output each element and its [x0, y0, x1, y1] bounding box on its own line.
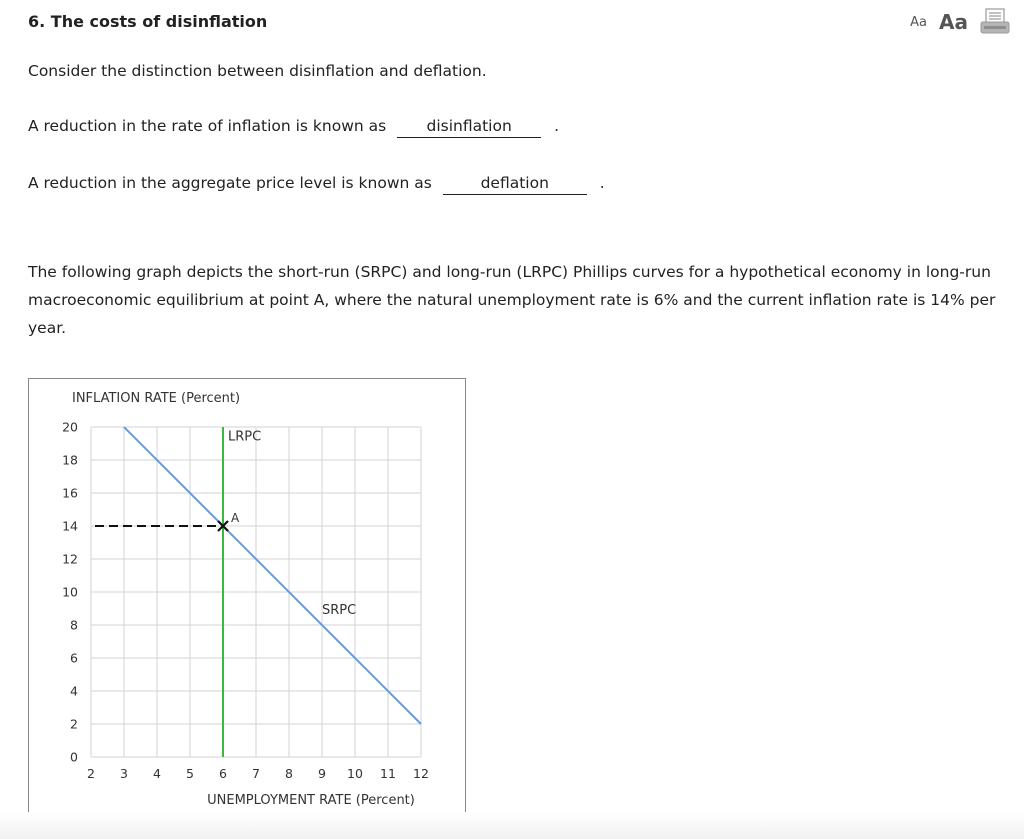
x-tick-label: 6 [219, 766, 227, 781]
srpc-line [124, 427, 421, 724]
y-tick-label: 12 [62, 551, 78, 567]
phillips-curve-graph [28, 378, 466, 818]
y-tick-label: 20 [62, 419, 78, 435]
y-tick-label: 0 [70, 749, 78, 765]
y-tick-label: 6 [70, 650, 78, 666]
y-tick-label: 16 [62, 485, 78, 501]
question-1 [28, 117, 559, 138]
x-tick-label: 11 [380, 766, 396, 781]
print-icon [980, 8, 1010, 36]
graph-description: The following graph depicts the short-run (SRPC) and long-run (LRPC) Phillips curves for a hypothetical economy in long-run macroeconomic equilibrium at point A, where the natural unemployment rate is 6% and the current inflation rate is 14% per year. [28, 263, 996, 337]
print-button[interactable] [980, 8, 1010, 36]
point-label: A [231, 511, 240, 525]
srpc-label: SRPC [322, 602, 357, 618]
intro-text: Consider the distinction between disinflation and deflation. [28, 62, 487, 80]
question-title: 6. The costs of disinflation [28, 12, 268, 31]
x-axis-title: UNEMPLOYMENT RATE (Percent) [207, 793, 415, 808]
x-tick-label: 2 [87, 766, 95, 781]
x-tick-label: 12 [413, 766, 429, 781]
question-2 [28, 174, 605, 195]
y-tick-label: 10 [62, 584, 78, 600]
question-2-prompt: A reduction in the aggregate price level is known as [28, 174, 432, 192]
x-tick-label: 7 [252, 766, 260, 781]
x-tick-label: 5 [186, 766, 194, 781]
text-size-large-button[interactable]: Aa [939, 10, 968, 34]
x-tick-label: 8 [285, 766, 293, 781]
y-tick-label: 14 [62, 518, 78, 534]
question-1-end: . [554, 117, 560, 135]
y-axis-title: INFLATION RATE (Percent) [72, 391, 241, 406]
x-tick-label: 9 [318, 766, 326, 781]
lrpc-label: LRPC [228, 429, 262, 445]
toolbar [910, 8, 1010, 36]
y-tick-label: 2 [70, 716, 78, 732]
x-tick-label: 10 [347, 766, 363, 781]
y-tick-label: 4 [70, 683, 78, 699]
answer-dropdown-2[interactable]: deflation [443, 174, 587, 195]
x-tick-label: 3 [120, 766, 128, 781]
text-size-small-button[interactable]: Aa [910, 14, 928, 30]
y-tick-label: 18 [62, 452, 78, 468]
chart-svg [29, 379, 465, 817]
question-1-prompt: A reduction in the rate of inflation is known as [28, 117, 387, 135]
answer-dropdown-1[interactable]: disinflation [397, 117, 541, 138]
bottom-strip [0, 812, 1024, 839]
y-tick-label: 8 [70, 617, 78, 633]
question-2-end: . [599, 174, 605, 192]
x-tick-label: 4 [153, 766, 161, 781]
